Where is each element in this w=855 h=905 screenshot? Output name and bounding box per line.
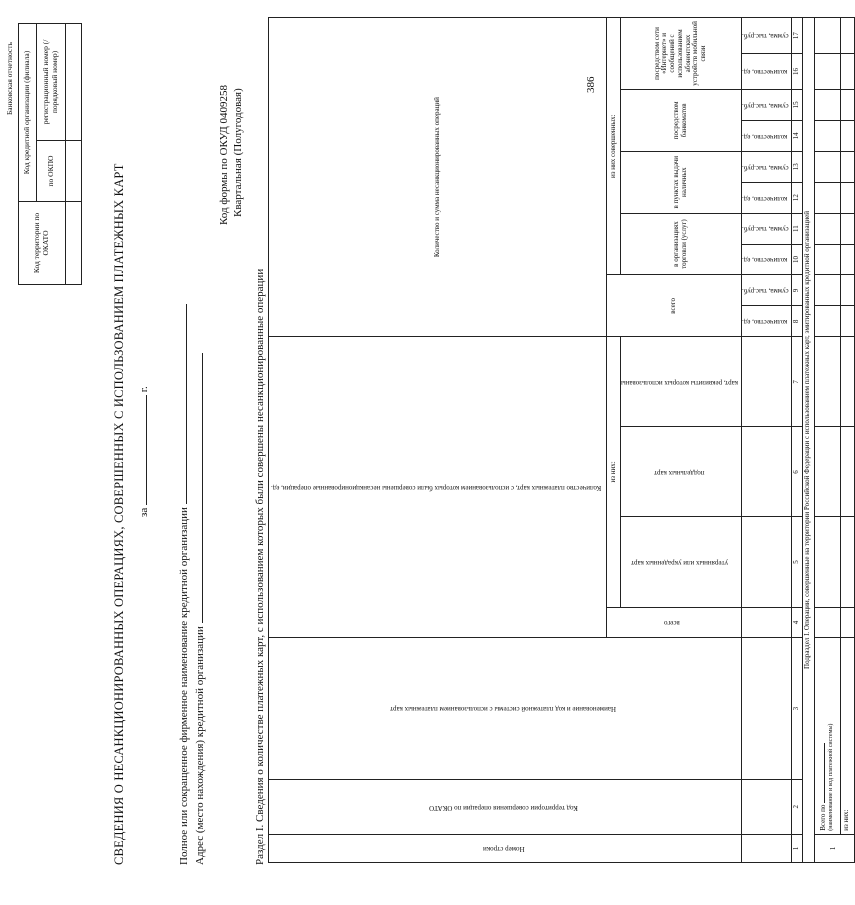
col-payment-system: Наименование и код платежной системы с использованием платежных карт: [269, 638, 742, 779]
col-cards-total: всего: [606, 607, 741, 638]
col-sum-9: сумма, тыс.руб.: [741, 275, 791, 306]
reg-number-label: регистрационный номер (/порядковый номер): [37, 24, 65, 141]
total-by-cell: [814, 638, 840, 834]
column-numbers-row: 1 2 3 4 5 6 7 8 9 10 11 12 13 14 15 16 17: [791, 18, 802, 863]
col-qty-10: количество, ед.: [741, 244, 791, 275]
okato-label: Код территории по ОКАТО: [19, 202, 66, 285]
page-number: 386: [585, 76, 597, 93]
section-title: Раздел I. Сведения о количестве платежных карт, с использованием которых были совершены несанкционированные операции: [254, 268, 266, 865]
col-sum-15: сумма, тыс.руб.: [741, 89, 791, 120]
col-sum-13: сумма, тыс.руб.: [741, 151, 791, 182]
col-okato-code: Код территории совершения операции по ОКАТО: [269, 779, 742, 834]
subsection-title: Подраздел I. Операции, совершенные на территории Российской Федерации с использованием платежных карт, эмитированных кредитной организацией: [802, 18, 814, 863]
group-cards-header: Количество платежных карт, с использованием которых были совершены несанкционированные операции, ед.: [269, 337, 607, 638]
org-name-label: Полное или сокращенное фирменное наименование кредитной организации: [178, 507, 190, 865]
col-qty-8: количество, ед.: [741, 306, 791, 337]
col-sum-17: сумма, тыс.руб.: [741, 18, 791, 54]
total-by-note: (наименование и код платежной системы): [828, 723, 835, 831]
total-by-label: Всего по: [818, 804, 827, 831]
col-qty-16: количество, ед.: [741, 54, 791, 90]
col-forged-cards: поддельных карт: [620, 427, 741, 517]
col-lost-cards: утерянных или украденных карт: [620, 517, 741, 607]
form-code: Код формы по ОКУД 0409258: [218, 84, 230, 225]
col-qty-14: количество, ед.: [741, 120, 791, 151]
col-sum-11: сумма, тыс.руб.: [741, 213, 791, 244]
period-prefix: за: [138, 507, 150, 517]
ops-in-points: в пунктах выдачи наличных: [620, 151, 741, 213]
ops-in-orgs: в организациях торговли (услуг): [620, 213, 741, 275]
document-title: СВЕДЕНИЯ О НЕСАНКЦИОНИРОВАННЫХ ОПЕРАЦИЯХ, СОВЕРШЕННЫХ С ИСПОЛЬЗОВАНИЕМ ПЛАТЕЖНЫХ КАРТ: [112, 163, 126, 865]
period-suffix: г.: [138, 386, 150, 393]
org-name-line: [178, 304, 190, 865]
period-line: [138, 386, 150, 517]
col-qty-12: количество, ед.: [741, 182, 791, 213]
row-number: 1: [814, 834, 854, 862]
ops-via-internet: посредством сети «Интернет» и сообщений с использованием абонентских устройств мобильной связи: [620, 18, 741, 90]
table-row: [814, 18, 840, 863]
cards-of-them: из них:: [606, 337, 620, 607]
address-line: [194, 353, 206, 865]
table-row: [840, 18, 854, 863]
ops-total: всего: [606, 275, 741, 337]
periodicity: Квартальная (Полугодовая): [232, 88, 244, 217]
address-label: Адрес (место нахождения) кредитной организации: [194, 626, 206, 865]
credit-org-label: Код кредитной организации (филиала): [19, 24, 37, 202]
ops-of-them: из них совершенных:: [606, 18, 620, 275]
group-ops-header: Количество и сумма несанкционированных операций: [269, 18, 607, 337]
main-table: [268, 17, 855, 863]
col-requisites-cards: карт, реквизиты которых использованы: [620, 337, 741, 427]
bank-reporting-label: Банковская отчетность: [5, 42, 14, 115]
col-row-number: Номер строки: [269, 834, 742, 862]
ops-via-atm: посредством банкоматов: [620, 89, 741, 151]
of-them-row-label: из них:: [840, 638, 854, 834]
okpo-label: по ОКПО: [37, 141, 65, 202]
header-codes-table: [18, 23, 82, 285]
